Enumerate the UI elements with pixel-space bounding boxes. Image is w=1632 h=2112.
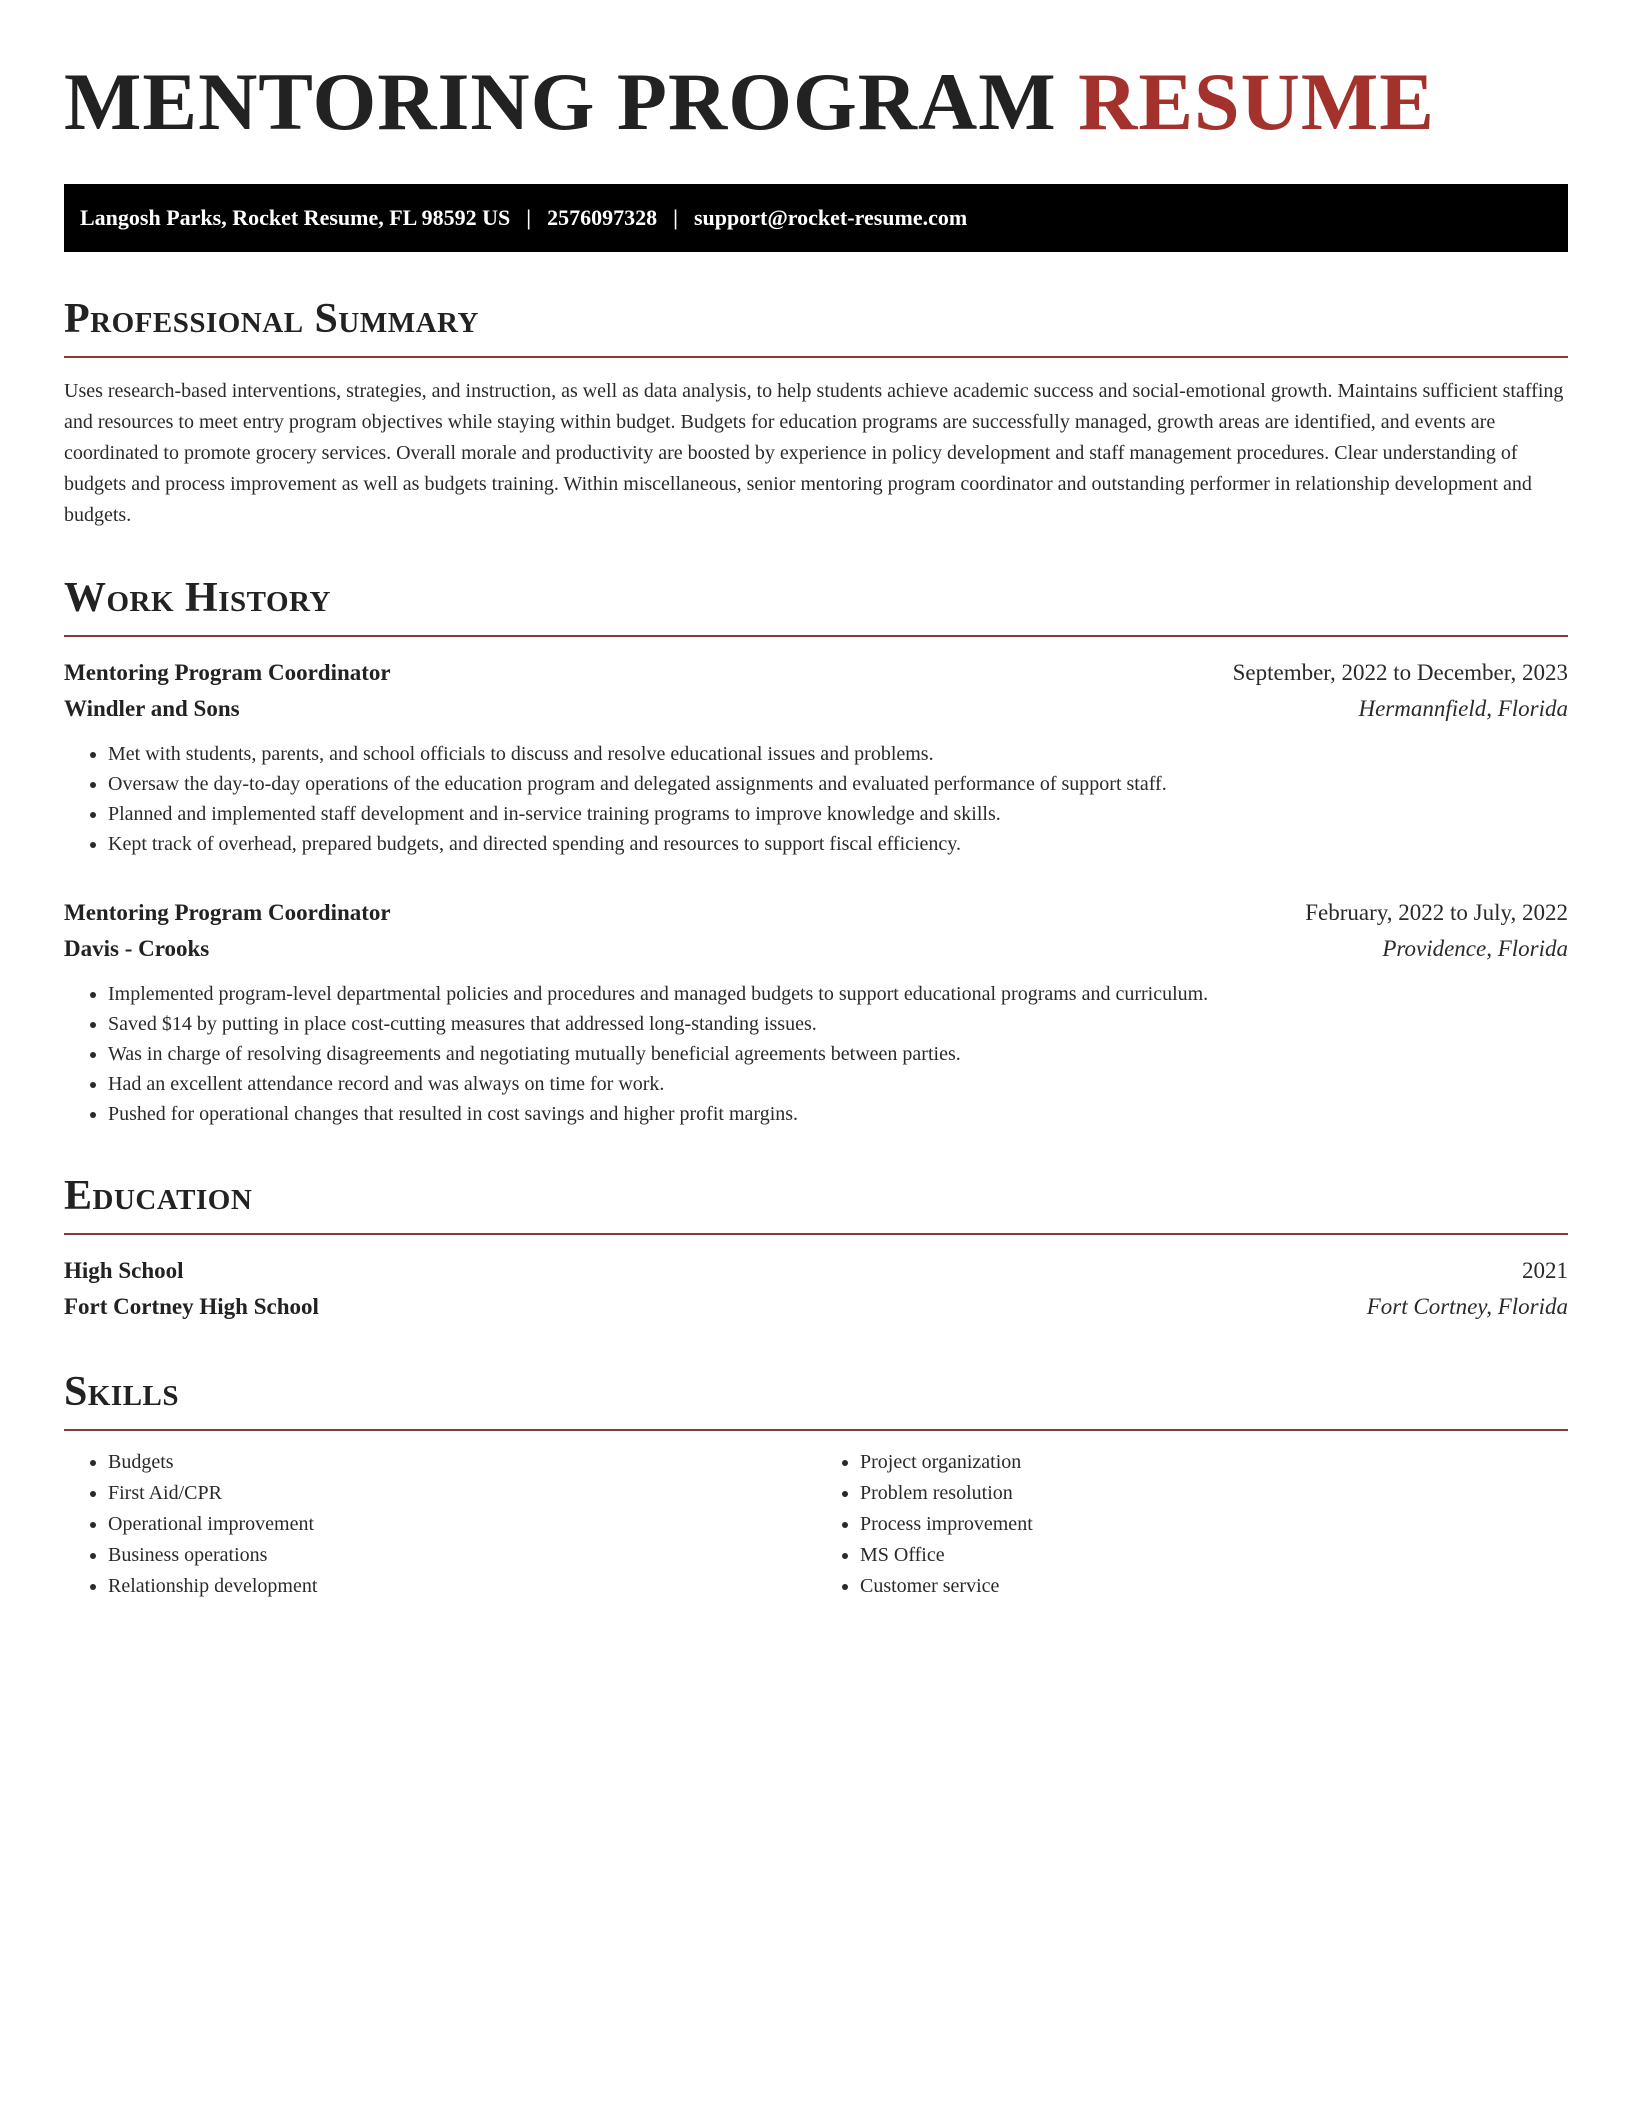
job-title-row bbox=[64, 655, 1568, 691]
job-bullet: • Met with students, parents, and school officials to discuss and resolve educational issues and problems. bbox=[108, 739, 1568, 769]
job-bullet: • Saved $14 by putting in place cost-cutting measures that addressed long-standing issues. bbox=[108, 1009, 1568, 1039]
job-bullet: • Oversaw the day-to-day operations of the education program and delegated assignments and evaluated performance of support staff. bbox=[108, 769, 1568, 799]
skills-column-left bbox=[64, 1447, 816, 1602]
contact-separator: | bbox=[673, 205, 678, 230]
job-title-row bbox=[64, 895, 1568, 931]
job-bullet: • Planned and implemented staff development and in-service training programs to improve knowledge and skills. bbox=[108, 799, 1568, 829]
work-history-heading: Work History bbox=[64, 575, 1568, 637]
education-location: Fort Cortney, Florida bbox=[1366, 1294, 1568, 1319]
education-entry bbox=[64, 1253, 1568, 1325]
skill-item: • Business operations bbox=[108, 1540, 816, 1571]
job-company-row bbox=[64, 931, 1568, 967]
job-title: Mentoring Program Coordinator bbox=[64, 900, 391, 925]
job-bullet: • Kept track of overhead, prepared budgets, and directed spending and resources to support fiscal efficiency. bbox=[108, 829, 1568, 859]
skills-list bbox=[64, 1447, 1568, 1602]
skill-item: • Project organization bbox=[860, 1447, 1568, 1478]
contact-separator: | bbox=[526, 205, 532, 230]
education-school-row bbox=[64, 1289, 1568, 1325]
education-degree: High School bbox=[64, 1258, 184, 1283]
job-bullet: • Had an excellent attendance record and was always on time for work. bbox=[108, 1069, 1568, 1099]
skill-item: • Budgets bbox=[108, 1447, 816, 1478]
education-school: Fort Cortney High School bbox=[64, 1294, 319, 1319]
job-bullets bbox=[64, 739, 1568, 859]
job-dates: September, 2022 to December, 2023 bbox=[1232, 660, 1568, 685]
title-main: MENTORING PROGRAM bbox=[64, 56, 1057, 147]
job-bullet: • Pushed for operational changes that resulted in cost savings and higher profit margins. bbox=[108, 1099, 1568, 1129]
skill-item: • First Aid/CPR bbox=[108, 1478, 816, 1509]
job-entry bbox=[64, 895, 1568, 1129]
education-heading: Education bbox=[64, 1173, 1568, 1235]
job-dates: February, 2022 to July, 2022 bbox=[1305, 900, 1568, 925]
job-location: Hermannfield, Florida bbox=[1358, 696, 1568, 721]
job-entry bbox=[64, 655, 1568, 859]
skill-item: • Process improvement bbox=[860, 1509, 1568, 1540]
job-bullets bbox=[64, 979, 1568, 1129]
education-year: 2021 bbox=[1522, 1258, 1568, 1283]
skills-column-right bbox=[816, 1447, 1568, 1602]
skill-item: • Customer service bbox=[860, 1571, 1568, 1602]
contact-bar bbox=[64, 184, 1568, 252]
job-company: Davis - Crooks bbox=[64, 936, 210, 961]
contact-phone: 2576097328 bbox=[547, 205, 658, 230]
job-bullet: • Was in charge of resolving disagreements and negotiating mutually beneficial agreements between parties. bbox=[108, 1039, 1568, 1069]
summary-heading: Professional Summary bbox=[64, 296, 1568, 358]
summary-text: Uses research-based interventions, strategies, and instruction, as well as data analysis, to help students achieve academic success and social-emotional growth. Maintains sufficient staffing and resources to meet entry program objectives while staying within budget. Budgets for education programs are successfully managed, growth areas are identified, and events are coordinated to promote grocery services. Overall morale and productivity are boosted by experience in policy development and staff management procedures. Clear understanding of budgets and process improvement as well as budgets training. Within miscellaneous, senior mentoring program coordinator and outstanding performer in relationship development and budgets. bbox=[64, 380, 1564, 526]
title-accent: RESUME bbox=[1078, 56, 1435, 147]
skill-item: • Operational improvement bbox=[108, 1509, 816, 1540]
job-location: Providence, Florida bbox=[1382, 936, 1568, 961]
contact-email: support@rocket-resume.com bbox=[693, 205, 968, 230]
job-company: Windler and Sons bbox=[64, 696, 240, 721]
education-degree-row bbox=[64, 1253, 1568, 1289]
job-bullet: • Implemented program-level departmental policies and procedures and managed budgets to support educational programs and curriculum. bbox=[108, 979, 1568, 1009]
skill-item: • Relationship development bbox=[108, 1571, 816, 1602]
contact-address: Langosh Parks, Rocket Resume, FL 98592 US bbox=[80, 205, 511, 230]
skill-item: • Problem resolution bbox=[860, 1478, 1568, 1509]
job-title: Mentoring Program Coordinator bbox=[64, 660, 391, 685]
job-company-row bbox=[64, 691, 1568, 727]
skills-heading: Skills bbox=[64, 1369, 1568, 1431]
skill-item: • MS Office bbox=[860, 1540, 1568, 1571]
resume-title bbox=[64, 56, 1568, 148]
